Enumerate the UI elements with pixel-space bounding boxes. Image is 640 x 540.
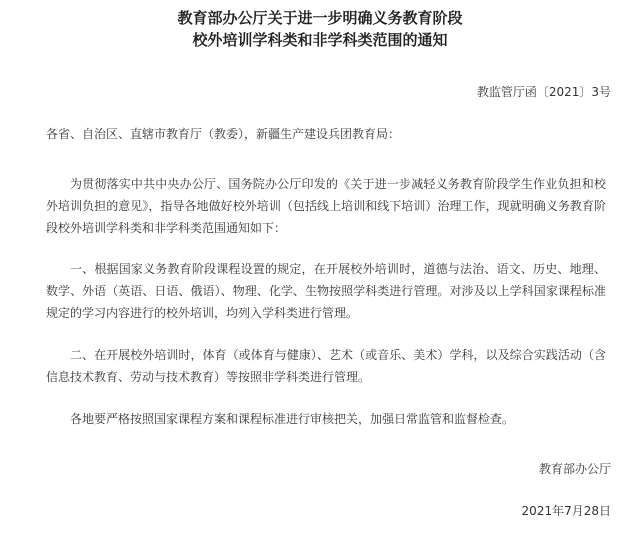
document-number: 教监管厅函〔2021〕3号: [476, 85, 611, 99]
paragraph-item-1: 一、根据国家义务教育阶段课程设置的规定，在开展校外培训时，道德与法治、语文、历史、地理、数学、外语（英语、日语、俄语）、物理、化学、生物按照学科类进行管理。对涉及以上学科国家课程标准规定的学习内容进行的校外培训，均列入学科类进行管理。: [46, 262, 606, 320]
signer: 教育部办公厅: [538, 462, 611, 476]
document-title-line-1: 教育部办公厅关于进一步明确义务教育阶段: [177, 9, 463, 27]
paragraph-intro: 为贯彻落实中共中央办公厅、国务院办公厅印发的《关于进一步减轻义务教育阶段学生作业负担和校外培训负担的意见》，指导各地做好校外培训（包括线上培训和线下培训）治理工作，现就明确义务教育阶段校外培训学科类和非学科类范围通知如下：: [46, 177, 606, 235]
paragraph-closing: 各地要严格按照国家课程方案和课程标准进行审核把关，加强日常监管和监督检查。: [70, 412, 515, 426]
document-title-line-2: 校外培训学科类和非学科类范围的通知: [192, 31, 448, 49]
issue-date: 2021年7月28日: [521, 504, 611, 518]
paragraph-item-2: 二、在开展校外培训时，体育（或体育与健康）、艺术（或音乐、美术）学科，以及综合实践活动（含信息技术教育、劳动与技术教育）等按照非学科类进行管理。: [46, 348, 606, 384]
salutation: 各省、自治区、直辖市教育厅（教委），新疆生产建设兵团教育局：: [46, 127, 401, 141]
